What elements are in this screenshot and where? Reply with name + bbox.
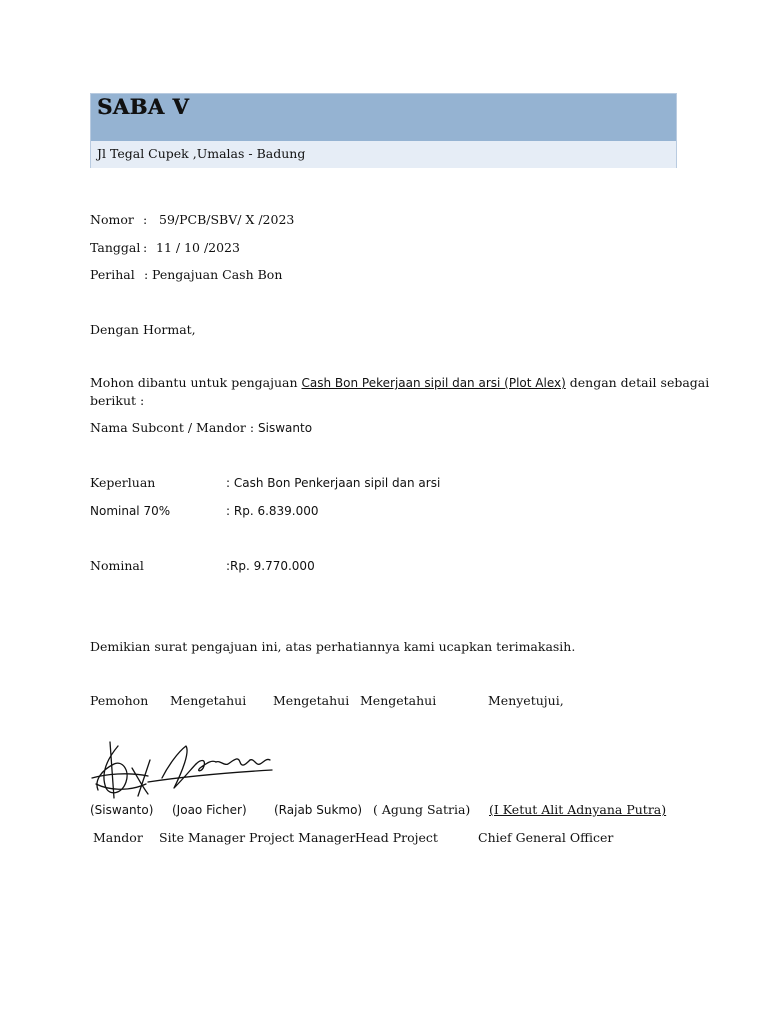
intro-suffix: dengan detail sebagai <box>565 375 710 390</box>
nomor-label: Nomor <box>90 212 134 227</box>
company-name: SABA V <box>97 94 190 119</box>
role-header-pemohon: Pemohon <box>90 693 149 708</box>
nominal70-label: Nominal 70% <box>90 504 171 518</box>
intro-link: Cash Bon Pekerjaan sipil dan arsi (Plot Alex) <box>301 376 566 390</box>
signatory-name-1: (Siswanto) <box>90 803 154 817</box>
subcont-label: Nama Subcont / Mandor <box>90 420 246 435</box>
tanggal-label: Tanggal <box>90 240 141 255</box>
perihal-value: Pengajuan Cash Bon <box>152 267 283 282</box>
intro-line2: berikut : <box>90 393 145 408</box>
signatory-name-4: ( Agung Satria) <box>373 802 471 817</box>
subcont-line <box>90 420 312 435</box>
nominal-value: :Rp. 9.770.000 <box>226 559 315 573</box>
letterhead-address-band <box>91 141 676 168</box>
nomor-value: 59/PCB/SBV/ X /2023 <box>159 212 295 227</box>
nominal70-value: : Rp. 6.839.000 <box>226 504 319 518</box>
intro-line <box>90 375 709 390</box>
signatory-title-3: Project Manager <box>249 830 356 845</box>
nomor-colon: : <box>143 212 148 227</box>
signatory-name-2: (Joao Ficher) <box>172 803 247 817</box>
perihal-label: Perihal <box>90 267 135 282</box>
signatory-name-5: (I Ketut Alit Adnyana Putra) <box>489 802 667 817</box>
subcont-value: Siswanto <box>258 421 313 435</box>
nominal-label: Nominal <box>90 558 144 573</box>
company-address: Jl Tegal Cupek ,Umalas - Badung <box>97 146 306 161</box>
tanggal-value: 11 / 10 /2023 <box>156 240 240 255</box>
letterhead <box>90 93 677 168</box>
role-header-mengetahui-1: Mengetahui <box>170 693 247 708</box>
role-header-mengetahui-2: Mengetahui <box>273 693 350 708</box>
closing-text: Demikian surat pengajuan ini, atas perhatiannya kami ucapkan terimakasih. <box>90 639 576 654</box>
subcont-colon: : <box>249 420 259 435</box>
keperluan-label: Keperluan <box>90 475 156 490</box>
signatory-title-5: Chief General Officer <box>478 830 614 845</box>
intro-prefix: Mohon dibantu untuk pengajuan <box>90 375 302 390</box>
signatory-title-1: Mandor <box>93 830 143 845</box>
role-header-mengetahui-3: Mengetahui <box>360 693 437 708</box>
letterhead-title-band <box>91 94 676 141</box>
tanggal-colon: : <box>143 240 148 255</box>
perihal-colon: : <box>144 267 149 282</box>
signature-image <box>88 738 278 800</box>
salutation: Dengan Hormat, <box>90 322 196 337</box>
signatory-title-4: Head Project <box>355 830 438 845</box>
role-header-menyetujui: Menyetujui, <box>488 693 564 708</box>
signatory-title-2: Site Manager <box>159 830 246 845</box>
keperluan-value: : Cash Bon Penkerjaan sipil dan arsi <box>226 476 441 490</box>
signatory-name-3: (Rajab Sukmo) <box>274 803 363 817</box>
